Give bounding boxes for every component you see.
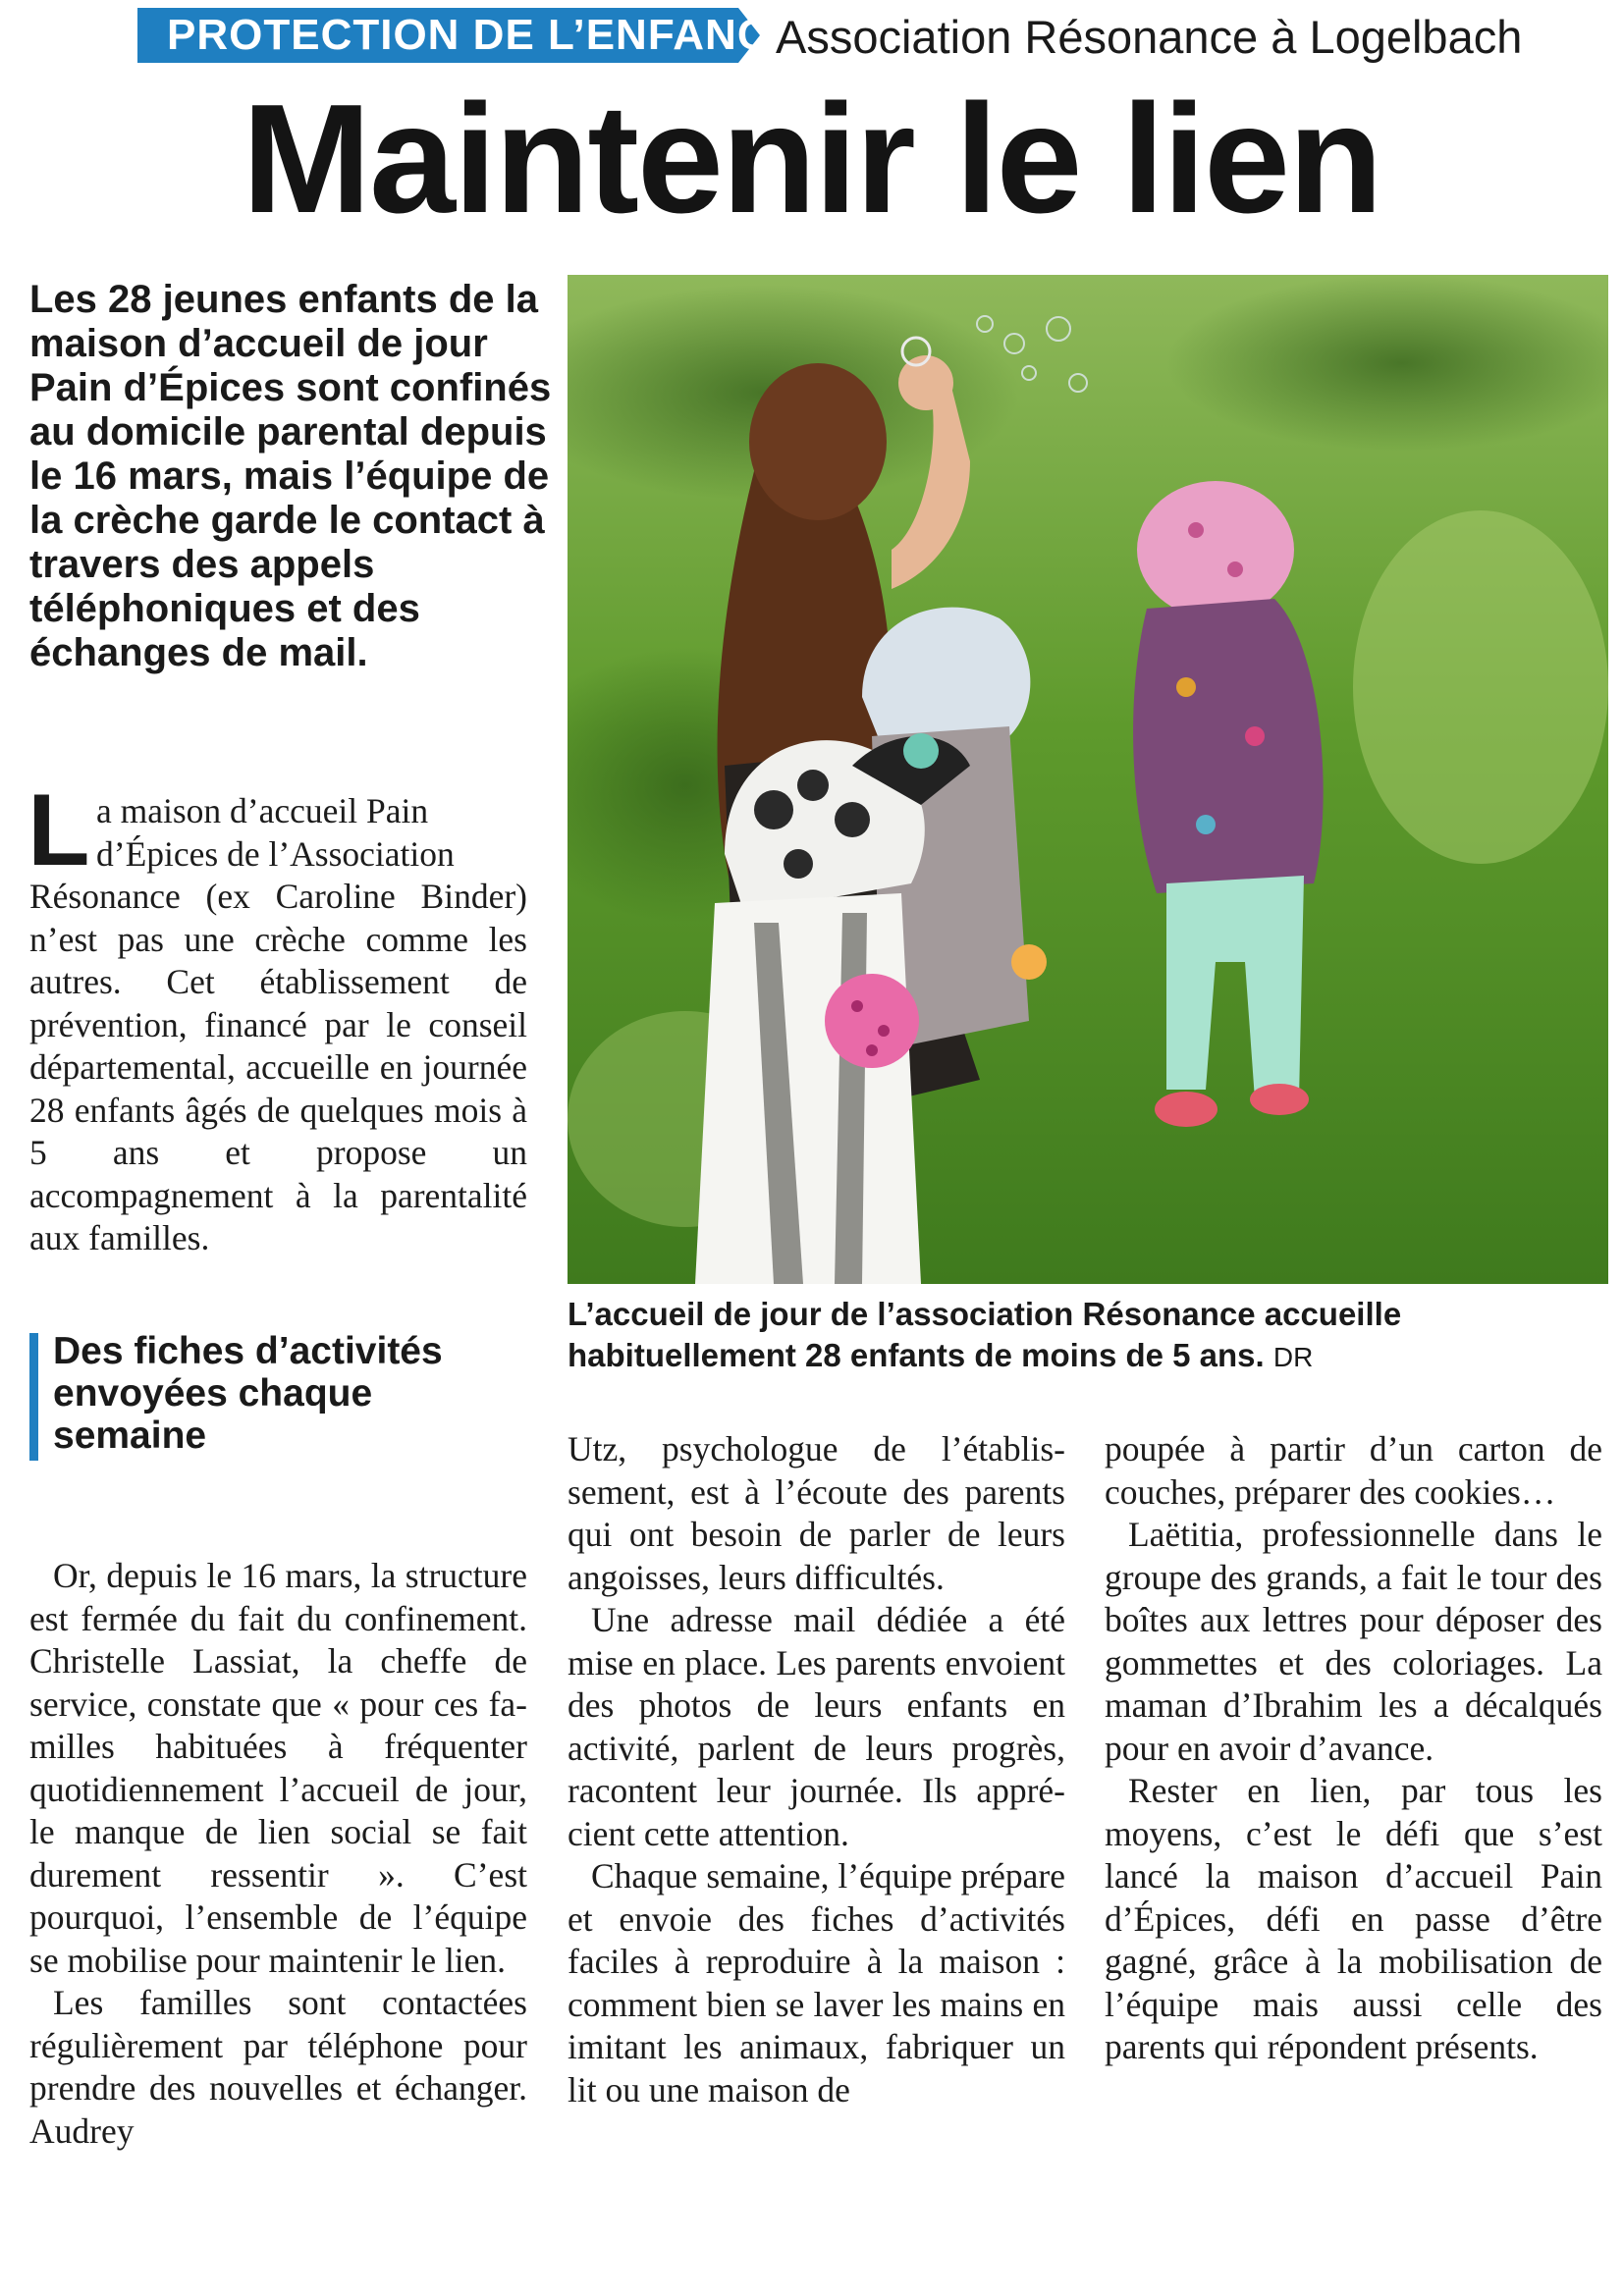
article-photo	[568, 275, 1608, 1284]
body-paragraph: Une adresse mail dédiée a été mise en place. Les parents envoient des photos de leurs enfants en activité, parlent de leurs progrès, racontent leur journée. Ils apprécient cette attention.	[568, 1600, 1065, 1853]
column-1-intro	[29, 790, 527, 1260]
body-paragraph: Chaque semaine, l’équipe prépare et envoie des fiches d’activités faciles à reproduire à la maison : comment bien se laver les mains en imitant les animaux, fabriquer un lit ou une maison de	[568, 1856, 1065, 2109]
column-2-body	[568, 1428, 1065, 2111]
photo-credit: DR	[1272, 1342, 1314, 1372]
photo-illustration	[568, 275, 1608, 1284]
body-paragraph: Les familles sont contactées régulièrement par téléphone pour prendre des nouvelles et échanger. Audrey	[29, 1983, 527, 2151]
ball-dot	[866, 1044, 878, 1056]
intro-paragraph	[29, 790, 527, 1260]
mickey-pattern	[784, 849, 813, 879]
subheading: Des fiches d’activités envoyées chaque semaine	[53, 1330, 443, 1457]
body-paragraph: Or, depuis le 16 mars, la structure est fermée du fait du confinement. Christelle Lassiat, la cheffe de service, constate que « pour ces familles habituées à fréquenter quotidiennement l’accueil de jour, le manque de lien social se fait durement ressentir ». C’est pourquoi, l’ensemble de l’équipe se mobilise pour maintenir le lien.	[29, 1556, 527, 1980]
ball-dot	[851, 1000, 863, 1012]
mickey-pattern	[797, 770, 829, 801]
girl-sandal	[1155, 1092, 1217, 1127]
body-paragraph: Laëtitia, professionnelle dans le groupe des grands, a fait le tour des boîtes aux lettres pour déposer des gommettes et des coloriages. La maman d’Ibrahim les a décalqués pour en avoir d’avance.	[1105, 1515, 1602, 1768]
floral-pattern	[1196, 815, 1216, 834]
caption-text: L’accueil de jour de l’association Résonance accueille habituellement 28 enfants de moins de 5 ans.	[568, 1296, 1402, 1373]
lead-paragraph: Les 28 jeunes enfants de la maison d’accueil de jour Pain d’Épices sont confinés au domicile parental depuis le 16 mars, mais l’équipe de la crèche garde le contact à travers des appels téléphoniques et des échanges de mail.	[29, 278, 552, 674]
drop-cap: L	[27, 774, 90, 887]
body-paragraph: poupée à partir d’un carton de couches, préparer des cookies…	[1105, 1429, 1602, 1512]
dropcap-line-2: d’Épices de l’Association	[96, 833, 455, 874]
woman-hand	[898, 355, 953, 410]
mickey-pattern	[754, 790, 793, 829]
floral-pattern	[1245, 726, 1265, 746]
subheading-accent-bar	[29, 1333, 38, 1461]
hat-flower	[1227, 561, 1243, 577]
bubble-bottle	[1011, 944, 1047, 980]
floral-pattern	[1176, 677, 1196, 697]
child-white-shirt	[695, 893, 921, 1284]
girl-pink-hat	[1137, 481, 1294, 618]
girl-floral-top	[1133, 599, 1324, 893]
headline: Maintenir le lien	[242, 73, 1381, 245]
ball-dot	[878, 1025, 890, 1037]
body-paragraph: Rester en lien, par tous les moyens, c’est le défi que s’est lancé la maison d’accueil Pain d’Épices, défi en passe d’être gagné, grâce à la mobilisation de l’équipe mais aussi celle des parents qui répondent présents.	[1105, 1771, 1602, 2066]
section-kicker: PROTECTION DE L’ENFANCE	[167, 11, 799, 59]
intro-paragraph-rest: Résonance (ex Caroline Binder) n’est pas une crèche comme les autres. Cet établissement de prévention, financé par le conseil départemental, accueille en journée 28 enfants âgés de quelques mois à 5 ans et propose un accompagnement à la parentalité aux familles.	[29, 877, 527, 1257]
column-1-body	[29, 1555, 527, 2153]
column-3-body	[1105, 1428, 1602, 2069]
woman-head	[749, 363, 887, 520]
dropcap-line-1: a maison d’accueil Pain	[96, 791, 429, 830]
article-subhead: Association Résonance à Logelbach	[776, 11, 1523, 63]
sunlit-patch	[1353, 510, 1608, 864]
photo-caption	[568, 1294, 1618, 1378]
girl-sandal	[1250, 1084, 1309, 1115]
body-paragraph: Utz, psychologue de l’établissement, est à l’écoute des parents qui ont besoin de parler de leurs angoisses, leurs difficultés.	[568, 1429, 1065, 1597]
hat-flower	[1188, 522, 1204, 538]
cap-badge	[903, 733, 939, 769]
mickey-pattern	[835, 802, 870, 837]
